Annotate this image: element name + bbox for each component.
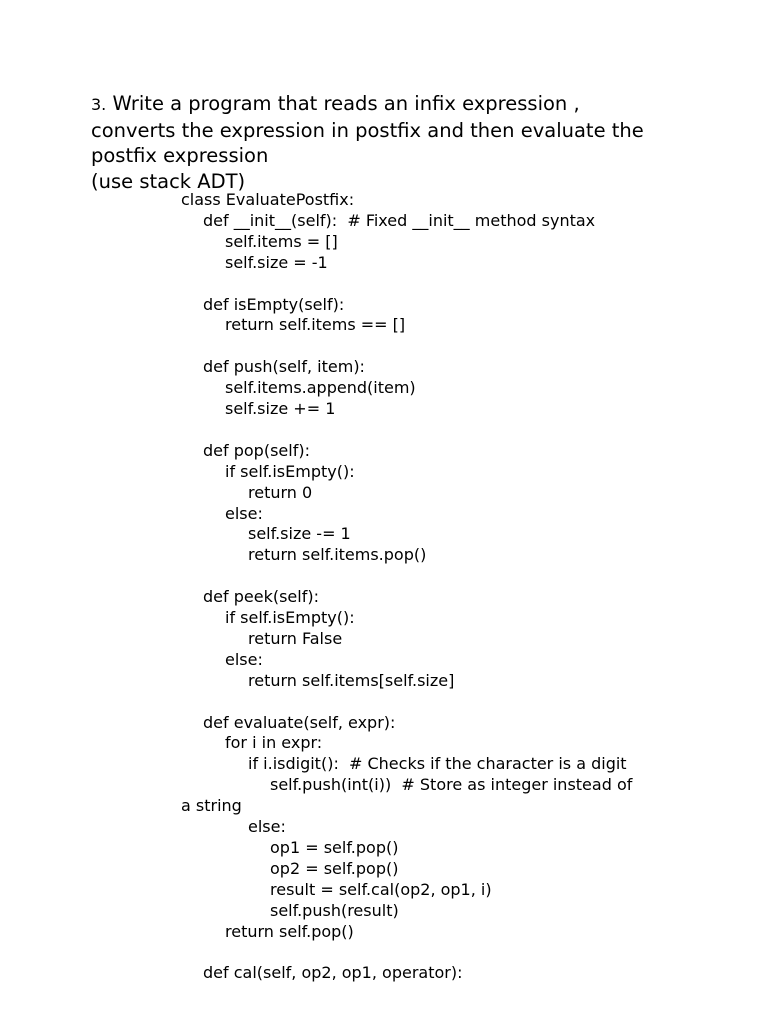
code-line: def evaluate(self, expr): [203, 712, 396, 732]
question-line-1: 3. Write a program that reads an infix expression , [91, 92, 580, 115]
code-block [181, 190, 741, 984]
code-line: else: [225, 649, 263, 669]
code-line: def __init__(self): # Fixed __init__ method syntax [203, 210, 596, 230]
code-line: self.items = [] [225, 231, 338, 251]
code-line: self.items.append(item) [225, 378, 416, 398]
question-line-4: (use stack ADT) [91, 169, 246, 193]
code-line: def isEmpty(self): [203, 294, 345, 314]
code-line-blank [181, 943, 741, 964]
code-line-blank [181, 336, 741, 357]
code-line: def push(self, item): [203, 357, 365, 377]
question-line-3: postfix expression [91, 144, 269, 167]
code-line-blank [181, 274, 741, 295]
code-line: self.size -= 1 [248, 524, 351, 544]
code-line: op1 = self.pop() [270, 838, 399, 858]
code-line: self.push(int(i)) # Store as integer instead of [270, 775, 633, 795]
code-line: self.push(result) [270, 900, 399, 920]
code-line: def cal(self, op2, op1, operator): [203, 963, 463, 983]
code-line-wrapped: a string [181, 796, 242, 816]
code-line: class EvaluatePostfix: [181, 190, 355, 209]
code-line-blank [181, 566, 741, 587]
question-text [91, 91, 731, 194]
code-line: result = self.cal(op2, op1, i) [270, 879, 492, 899]
code-line: else: [248, 817, 286, 837]
code-line-blank [181, 692, 741, 713]
code-line: return self.items.pop() [248, 545, 427, 565]
code-line: def pop(self): [203, 440, 310, 460]
code-line: if self.isEmpty(): [225, 608, 355, 628]
code-line: return self.items[self.size] [248, 670, 455, 690]
code-line: for i in expr: [225, 733, 323, 753]
code-line: return False [248, 628, 343, 648]
question-number: 3. [91, 95, 107, 114]
question-line-2: converts the expression in postfix and then evaluate the [91, 118, 644, 142]
code-line: self.size = -1 [225, 252, 328, 272]
code-line: op2 = self.pop() [270, 858, 399, 878]
code-line: return self.pop() [225, 921, 354, 941]
code-line: def peek(self): [203, 587, 319, 607]
code-line: else: [225, 503, 263, 523]
code-line: if self.isEmpty(): [225, 461, 355, 481]
code-line-blank [181, 420, 741, 441]
code-line: return 0 [248, 482, 313, 502]
code-line: self.size += 1 [225, 399, 336, 419]
code-line: return self.items == [] [225, 315, 406, 335]
code-line: if i.isdigit(): # Checks if the character is a digit [248, 754, 627, 774]
